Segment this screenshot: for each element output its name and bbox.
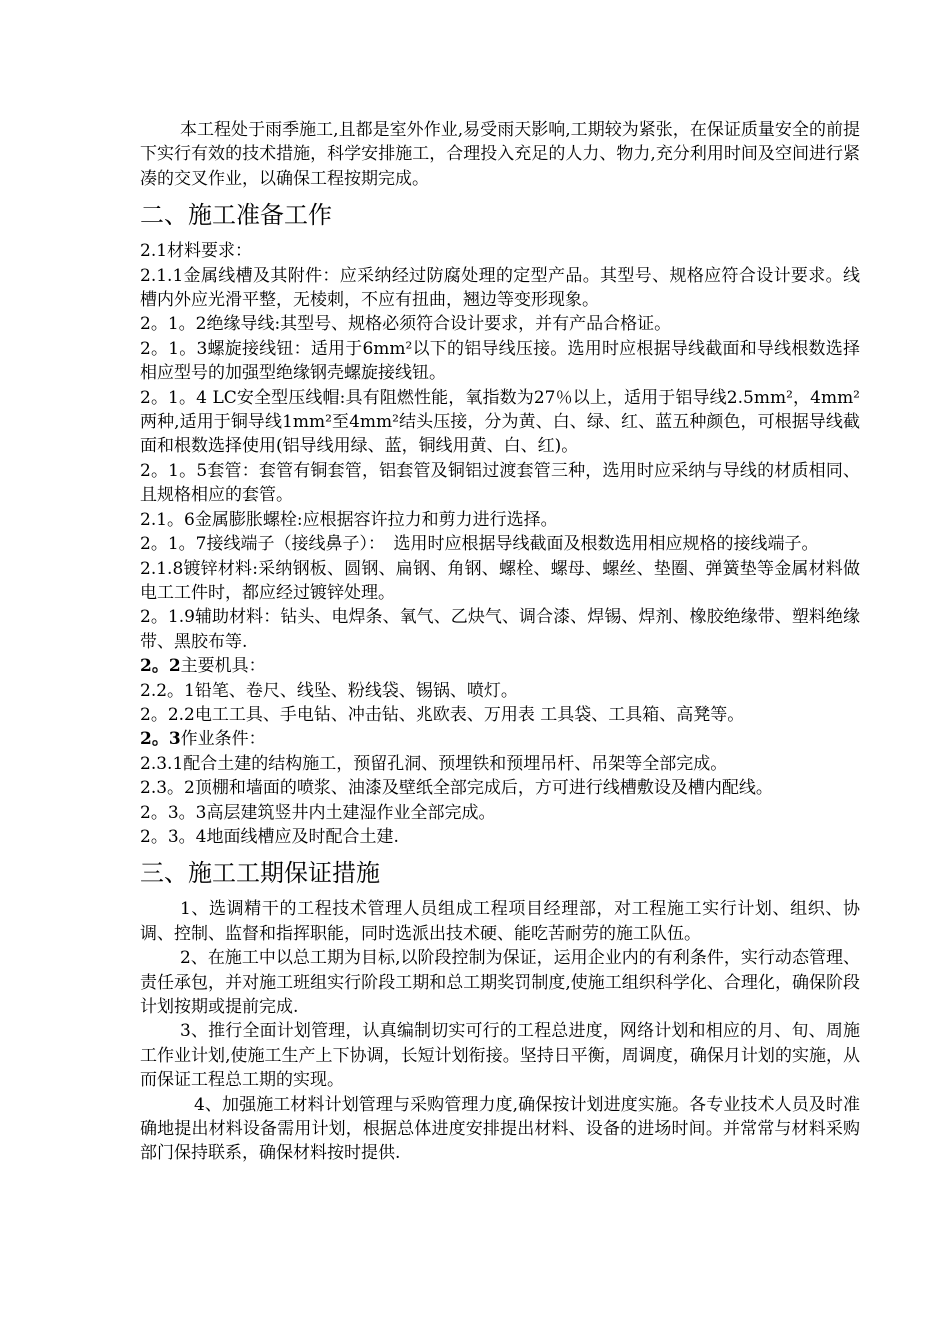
- tool-item: 2.2。1铅笔、卷尺、线坠、粉线袋、锡锅、喷灯。: [140, 680, 518, 701]
- condition-item: 2.3.1配合土建的结构施工，预留孔洞、预埋铁和预埋吊杆、吊架等全部完成。: [140, 753, 728, 774]
- document-body: [140, 118, 860, 1166]
- material-item: 2.1.8镀锌材料:采纳钢板、圆钢、扁钢、角钢、螺栓、螺母、螺丝、垫圈、弹簧垫等金属材料做电工工件时，都应经过镀锌处理。: [140, 558, 860, 603]
- material-item: 2.1。6金属膨胀螺栓:应根据容许拉力和剪力进行选择。: [140, 509, 558, 530]
- condition-item: 2。3。3高层建筑竖井内土建湿作业全部完成。: [140, 802, 496, 823]
- condition-item: 2.3。2顶棚和墙面的喷浆、油漆及壁纸全部完成后，方可进行线槽敷设及槽内配线。: [140, 778, 773, 799]
- materials-title: 2.1材料要求：: [140, 241, 253, 262]
- material-item: 2。1。5套管：套管有铜套管，铝套管及铜铝过渡套管三种，选用时应采纳与导线的材质相同、且规格相应的套管。: [140, 460, 860, 506]
- conditions-title: 作业条件：: [180, 729, 266, 750]
- tools-title: 主要机具：: [180, 656, 266, 677]
- conditions-number: 2。3: [140, 729, 181, 750]
- measure-paragraph: 2、在施工中以总工期为目标,以阶段控制为保证，运用企业内的有利条件，实行动态管理、责任承包，并对施工班组实行阶段工期和总工期奖罚制度,使施工组织科学化、合理化，确保阶段计划按期或提前完成.: [140, 948, 860, 1017]
- measure-paragraph: 4、加强施工材料计划管理与采购管理力度,确保按计划进度实施。各专业技术人员及时准确地提出材料设备需用计划，根据总体进度安排提出材料、设备的进场时间。并常常与材料采购部门保持联系，确保材料按时提供.: [140, 1094, 860, 1164]
- section-2-heading: 二、施工准备工作: [140, 201, 332, 230]
- material-item: 2。1。4 LC安全型压线帽:具有阻燃性能，氧指数为27％以上，适用于铝导线2.5mm²，4mm²两种,适用于铜导线1mm²至4mm²结头压接，分为黄、白、绿、红、蓝五种颜色，可根据导线截面和根数选择使用(铝导线用绿、蓝，铜线用黄、白、红)。: [140, 387, 860, 457]
- material-item: 2。1。3螺旋接线钮：适用于6mm²以下的铝导线压接。选用时应根据导线截面和导线根数选择相应型号的加强型绝缘钢壳螺旋接线钮。: [140, 338, 860, 384]
- measure-paragraph: 1、选调精干的工程技术管理人员组成工程项目经理部，对工程施工实行计划、组织、协调、控制、监督和指挥职能，同时选派出技术硬、能吃苦耐劳的施工队伍。: [140, 899, 860, 944]
- material-item: 2。1。7接线端子（接线鼻子）： 选用时应根据导线截面及根数选用相应规格的接线端子。: [140, 534, 819, 555]
- conditions-title-line: [140, 727, 860, 751]
- condition-item: 2。3。4地面线槽应及时配合土建.: [140, 826, 399, 847]
- measure-paragraph: 3、推行全面计划管理，认真编制切实可行的工程总进度，网络计划和相应的月、旬、周施工作业计划,使施工生产上下协调，长短计划衔接。坚持日平衡，周调度，确保月计划的实施，从而保证工程总工期的实现。: [140, 1021, 860, 1091]
- tool-item: 2。2.2电工工具、手电钻、冲击钻、兆欧表、万用表 工具袋、工具箱、高凳等。: [140, 704, 745, 725]
- section-3-heading: 三、施工工期保证措施: [140, 859, 380, 888]
- tools-title-line: [140, 654, 860, 678]
- material-item: 2.1.1金属线槽及其附件：应采纳经过防腐处理的定型产品。其型号、规格应符合设计要求。线槽内外应光滑平整，无棱刺，不应有扭曲，翘边等变形现象。: [140, 265, 860, 311]
- material-item: 2。1。2绝缘导线:其型号、规格必须符合设计要求，并有产品合格证。: [140, 314, 672, 335]
- tools-number: 2。2: [140, 656, 181, 677]
- material-item: 2。1.9辅助材料：钻头、电焊条、氧气、乙炔气、调合漆、焊锡、焊剂、橡胶绝缘带、塑料绝缘带、黑胶布等.: [140, 607, 860, 652]
- intro-paragraph: 本工程处于雨季施工,且都是室外作业,易受雨天影响,工期较为紧张，在保证质量安全的前提下实行有效的技术措施，科学安排施工，合理投入充足的人力、物力,充分利用时间及空间进行紧凑的交叉作业，以确保工程按期完成。: [140, 120, 860, 189]
